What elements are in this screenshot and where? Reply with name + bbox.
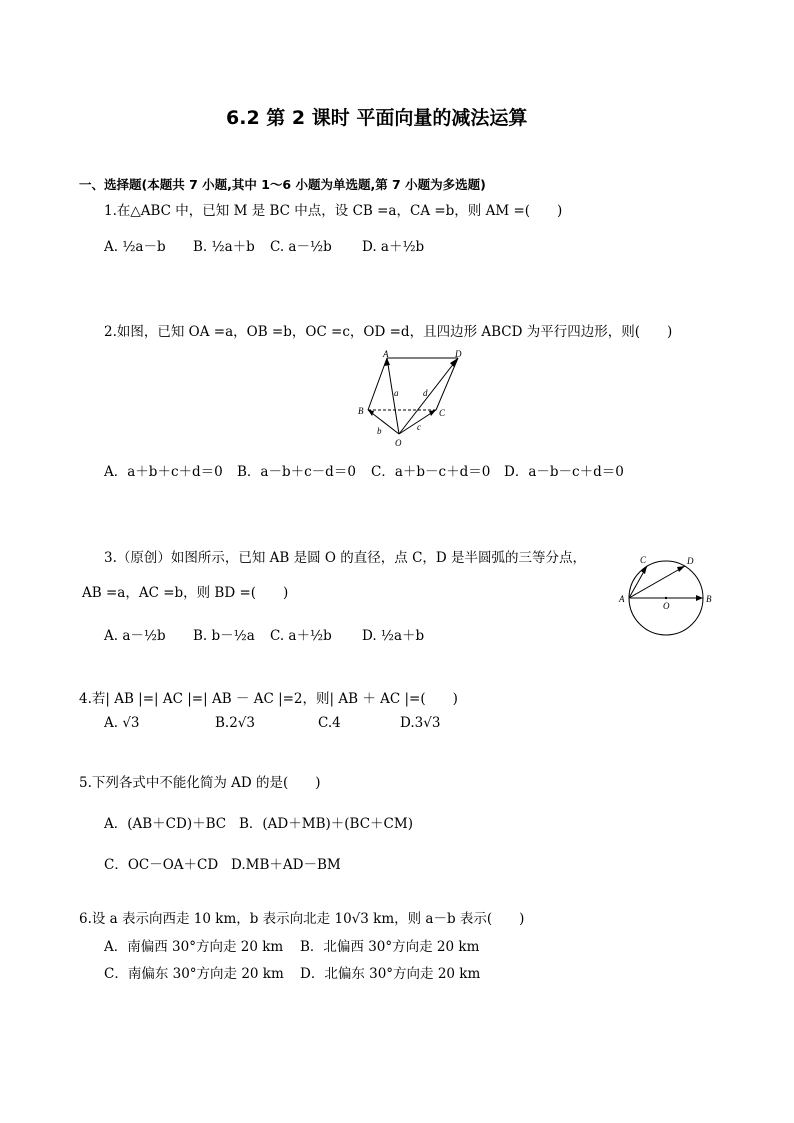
svg-text:C: C <box>439 408 446 418</box>
q3-option-c: C. a＋½b <box>270 628 332 644</box>
svg-text:D: D <box>687 556 694 566</box>
q6-option-b: B．北偏西 30°方向走 20 km <box>300 939 480 955</box>
q5-option-d: D.MB＋AD－BM <box>231 857 341 873</box>
q1-option-a: A. ½a－b <box>104 239 166 255</box>
svg-text:b: b <box>377 426 382 436</box>
svg-text:C: C <box>640 555 647 565</box>
question-6-stem: 6.设 a 表示向西走 10 km，b 表示向北走 10√3 km，则 a－b 表示( ) <box>79 911 525 927</box>
svg-text:O: O <box>395 438 402 448</box>
q1-option-b: B. ½a＋b <box>193 239 255 255</box>
q6-option-a: A．南偏西 30°方向走 20 km <box>104 939 284 955</box>
parallelogram-figure <box>350 350 470 450</box>
svg-text:D: D <box>455 350 462 359</box>
q2-option-b: B．a－b＋c－d＝0 <box>237 464 356 480</box>
q3-option-d: D. ½a＋b <box>362 628 425 644</box>
section-heading: 一、选择题(本题共 7 小题,其中 1～6 小题为单选题,第 7 小题为多选题) <box>79 177 486 192</box>
svg-text:a: a <box>394 388 399 398</box>
q2-option-a: A．a＋b＋c＋d＝0 <box>104 464 223 480</box>
svg-text:O: O <box>663 601 670 611</box>
svg-text:B: B <box>706 594 712 604</box>
question-2-stem: 2.如图，已知 OA =a，OB =b，OC =c，OD =d，且四边形 ABCD 为平行四边形，则( ) <box>104 324 673 340</box>
q3-option-b: B. b－½a <box>193 628 255 644</box>
question-3-stem-line2: AB =a，AC =b，则 BD =( ) <box>82 585 289 601</box>
q4-option-a: A. √3 <box>104 715 140 731</box>
svg-text:A: A <box>383 350 389 359</box>
q5-option-a: A．(AB＋CD)＋BC <box>104 816 227 832</box>
q2-option-c: C．a＋b－c＋d＝0 <box>371 464 491 480</box>
circle-figure <box>614 548 718 642</box>
q5-option-c: C．OC－OA＋CD <box>104 857 219 873</box>
question-4-stem: 4.若| AB |=| AC |=| AB － AC |=2，则| AB ＋ AC |=( ) <box>79 691 458 707</box>
q4-option-b: B.2√3 <box>215 715 255 731</box>
q1-option-d: D. a＋½b <box>362 239 425 255</box>
question-1-stem: 1.在△ABC 中，已知 M 是 BC 中点，设 CB =a，CA =b，则 AM =( ) <box>104 203 563 219</box>
question-5-stem: 5.下列各式中不能化简为 AD 的是( ) <box>79 775 321 791</box>
question-3-stem: 3.（原创）如图所示，已知 AB 是圆 O 的直径，点 C，D 是半圆弧的三等分点， <box>104 550 587 566</box>
svg-text:B: B <box>358 406 364 416</box>
q4-option-d: D.3√3 <box>400 715 441 731</box>
q6-option-d: D．北偏东 30°方向走 20 km <box>300 966 481 982</box>
q2-option-d: D．a－b－c＋d＝0 <box>504 464 624 480</box>
svg-text:d: d <box>423 388 428 398</box>
q6-option-c: C．南偏东 30°方向走 20 km <box>104 966 284 982</box>
q1-option-c: C. a－½b <box>270 239 332 255</box>
svg-text:c: c <box>417 422 421 432</box>
q5-option-b: B．(AD＋MB)＋(BC＋CM) <box>239 816 413 832</box>
svg-text:A: A <box>619 594 625 604</box>
q3-option-a: A. a－½b <box>104 628 166 644</box>
page-title: 6.2 第 2 课时 平面向量的减法运算 <box>226 107 528 129</box>
q4-option-c: C.4 <box>318 715 341 731</box>
